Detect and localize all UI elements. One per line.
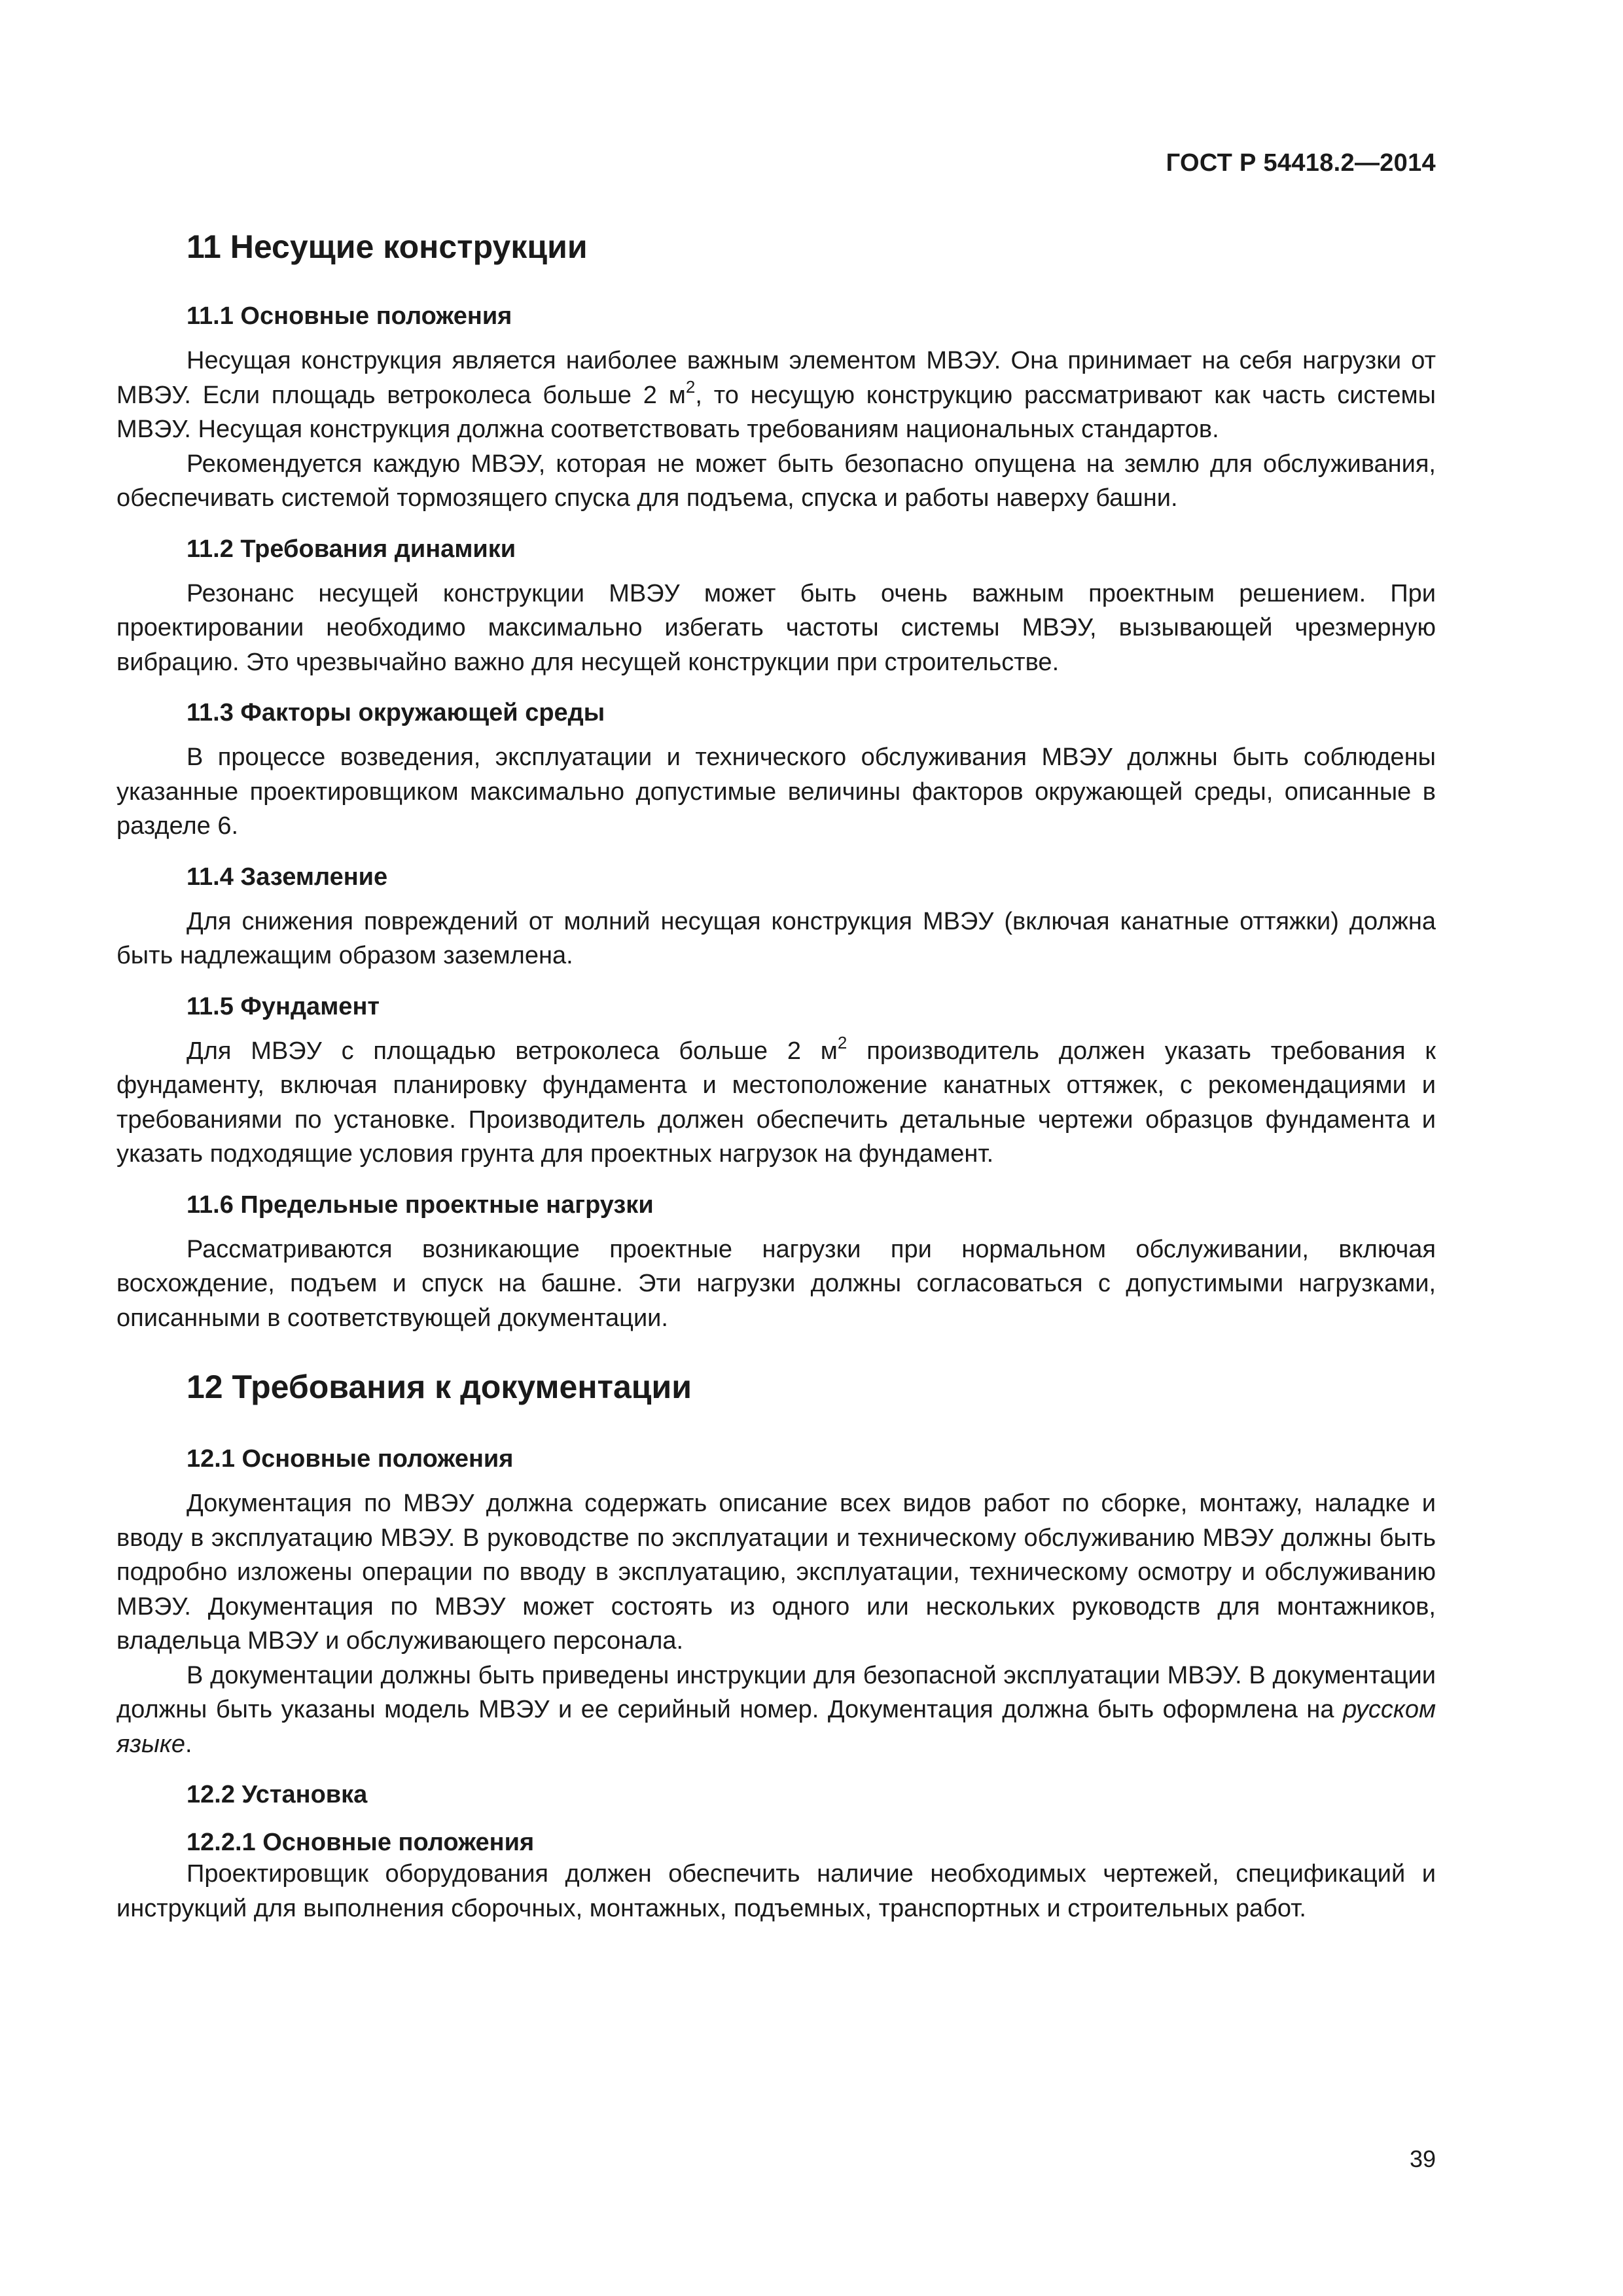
page-number: 39 <box>1409 2145 1436 2172</box>
paragraph-11-1-b: Рекомендуется каждую МВЭУ, которая не может быть безопасно опущена на землю для обслуживания, обеспечивать системой тормозящего спуска для подъема, спуска и работы наверху башни. <box>116 450 1436 512</box>
page-content <box>116 216 1436 1926</box>
superscript: 2 <box>837 1032 847 1052</box>
section-12-heading: 12 Требования к документации <box>187 1369 692 1405</box>
subsection-11-2-heading: 11.2 Требования динамики <box>187 535 516 563</box>
subsection-11-1-heading: 11.1 Основные положения <box>187 302 512 330</box>
paragraph-11-2: Резонанс несущей конструкции МВЭУ может быть очень важным проектным решением. При проектировании необходимо максимально избегать частоты системы МВЭУ, вызывающей чрезмерную вибрацию. Это чрезвычайно важно для несущей конструкции при строительстве. <box>116 579 1436 676</box>
paragraph-12-1-a: Документация по МВЭУ должна содержать описание всех видов работ по сборке, монтажу, наладке и вводу в эксплуатацию МВЭУ. В руководстве по эксплуатации и техническому обслуживанию МВЭУ должны быть подробно изложены операции по вводу в эксплуатацию, эксплуатации, техническому осмотру и обслуживанию МВЭУ. Документация по МВЭУ может состоять из одного или нескольких руководств для монтажников, владельца МВЭУ и обслуживающего персонала. <box>116 1490 1436 1655</box>
subsection-11-5-heading: 11.5 Фундамент <box>187 992 380 1020</box>
paragraph-12-2-1: Проектировщик оборудования должен обеспечить наличие необходимых чертежей, спецификаций и инструкций для выполнения сборочных, монтажных, подъемных, транспортных и строительных работ. <box>116 1860 1436 1922</box>
subsection-11-4-heading: 11.4 Заземление <box>187 863 388 891</box>
paragraph-11-4: Для снижения повреждений от молний несущая конструкция МВЭУ (включая канатные оттяжки) должна быть надлежащим образом заземлена. <box>116 907 1436 969</box>
paragraph-11-5: Для МВЭУ с площадью ветроколеса больше 2 $м^2$ производитель должен указать требования к фундаменту, включая планировку фундамента и местоположение канатных оттяжек, с рекомендациями и требованиями по установке. Производитель должен обеспечить детальные чертежи образцов фундамента и указать подходящие условия грунта для проектных нагрузок на фундамент. <box>116 1032 1436 1168</box>
paragraph-11-3: В процессе возведения, эксплуатации и технического обслуживания МВЭУ должны быть соблюдены указанные проектировщиком максимально допустимые величины факторов окружающей среды, описанные в разделе 6. <box>116 744 1436 840</box>
document-code: ГОСТ Р 54418.2—2014 <box>1166 149 1436 177</box>
subsection-12-2-heading: 12.2 Установка <box>187 1781 368 1808</box>
section-11-heading: 11 Несущие конструкции <box>187 228 588 265</box>
subsection-12-1-heading: 12.1 Основные положения <box>187 1445 514 1473</box>
subsection-12-2-1-heading: 12.2.1 Основные положения <box>187 1829 535 1856</box>
italic-text: русском языке <box>116 1696 1436 1758</box>
superscript: 2 <box>685 376 696 397</box>
subsection-11-6-heading: 11.6 Предельные проектные нагрузки <box>187 1191 654 1219</box>
subsection-11-3-heading: 11.3 Факторы окружающей среды <box>187 699 605 726</box>
paragraph-12-1-b: В документации должны быть приведены инструкции для безопасной эксплуатации МВЭУ. В документации должны быть указаны модель МВЭУ и ее серийный номер. Документация должна быть оформлена на русском языке. <box>116 1661 1436 1758</box>
paragraph-11-1-a: Несущая конструкция является наиболее важным элементом МВЭУ. Она принимает на себя нагрузки от МВЭУ. Если площадь ветроколеса больше 2 $м^2$, то несущую конструкцию рассматривают как часть системы МВЭУ. Несущая конструкция должна соответствовать требованиям национальных стандартов. <box>116 347 1436 443</box>
paragraph-11-6: Рассматриваются возникающие проектные нагрузки при нормальном обслуживании, включая восхождение, подъем и спуск на башне. Эти нагрузки должны согласоваться с допустимыми нагрузками, описанными в соответствующей документации. <box>116 1235 1436 1332</box>
